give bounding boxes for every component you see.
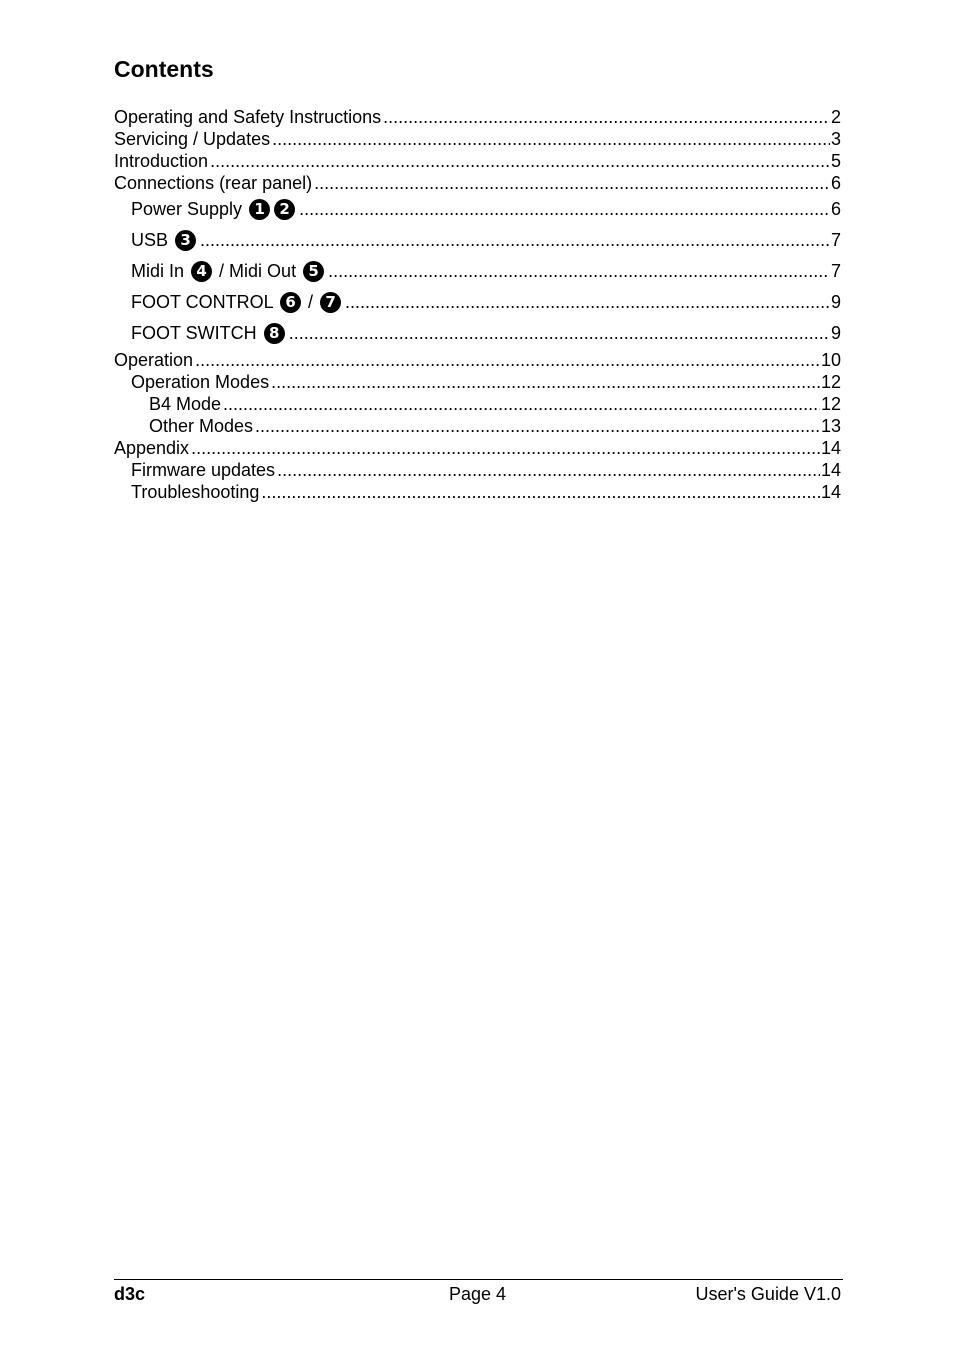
toc-entry-text-2: / Midi Out	[219, 261, 297, 281]
toc-entry-label: Firmware updates	[131, 460, 276, 480]
dot-leader	[299, 194, 830, 225]
toc-entry-label: Connections (rear panel)	[114, 173, 313, 193]
dot-leader	[383, 106, 830, 128]
dot-leader	[195, 349, 820, 371]
toc-entry-text: FOOT CONTROL	[131, 292, 274, 312]
toc-entry-text: Midi In	[131, 261, 185, 281]
toc-entry-other-modes[interactable]	[114, 415, 841, 437]
dot-leader	[272, 128, 830, 150]
toc-entry-label: Other Modes	[149, 416, 254, 436]
toc-entry-text: FOOT SWITCH	[131, 323, 257, 343]
dot-leader	[261, 481, 820, 503]
toc-page-number: 3	[830, 129, 841, 149]
toc-entry-power-supply[interactable]	[114, 194, 841, 225]
toc-entry-label: Operating and Safety Instructions	[114, 107, 382, 127]
toc-page-number: 7	[830, 230, 841, 250]
toc-entry-text: USB	[131, 230, 169, 250]
toc-entry-troubleshooting[interactable]	[114, 481, 841, 503]
toc-entry-firmware-updates[interactable]	[114, 459, 841, 481]
number-marker-7-icon: 7	[320, 292, 341, 313]
toc-entry-introduction[interactable]	[114, 150, 841, 172]
toc-entry-foot-switch[interactable]	[114, 318, 841, 349]
toc-entry-label: Operation Modes	[131, 372, 270, 392]
toc-page-number: 13	[820, 416, 841, 436]
footer-guide-version: User's Guide V1.0	[695, 1284, 841, 1304]
number-marker-4-icon: 4	[191, 261, 212, 282]
dot-leader	[328, 256, 830, 287]
document-page	[114, 0, 841, 1351]
page-title: Contents	[114, 56, 214, 82]
footer-divider	[114, 1279, 843, 1280]
toc-entry-connections[interactable]	[114, 172, 841, 194]
toc-page-number: 12	[820, 394, 841, 414]
toc-page-number: 2	[830, 107, 841, 127]
number-marker-6-icon: 6	[280, 292, 301, 313]
toc-entry-operation[interactable]	[114, 349, 841, 371]
toc-page-number: 14	[820, 460, 841, 480]
toc-entry-servicing-updates[interactable]	[114, 128, 841, 150]
toc-entry-operation-modes[interactable]	[114, 371, 841, 393]
page-footer	[114, 1283, 841, 1305]
dot-leader	[210, 150, 830, 172]
toc-entry-appendix[interactable]	[114, 437, 841, 459]
toc-page-number: 6	[830, 199, 841, 219]
toc-entry-label	[131, 318, 287, 349]
toc-entry-label: Introduction	[114, 151, 209, 171]
toc-page-number: 10	[820, 350, 841, 370]
toc-page-number: 9	[830, 323, 841, 343]
toc-entry-label: Troubleshooting	[131, 482, 260, 502]
dot-leader	[271, 371, 820, 393]
dot-leader	[314, 172, 830, 194]
toc-entry-usb[interactable]	[114, 225, 841, 256]
footer-product-name: d3c	[114, 1284, 146, 1304]
toc-entry-label: Operation	[114, 350, 194, 370]
toc-page-number: 6	[830, 173, 841, 193]
number-marker-1-icon: 1	[249, 199, 270, 220]
toc-entry-b4-mode[interactable]	[114, 393, 841, 415]
toc-entry-midi[interactable]	[114, 256, 841, 287]
toc-page-number: 7	[830, 261, 841, 281]
toc-entry-label: Appendix	[114, 438, 190, 458]
marker-separator: /	[308, 292, 314, 312]
footer-page-number: Page 4	[448, 1284, 507, 1304]
toc-entry-label	[131, 287, 343, 318]
number-marker-2-icon: 2	[274, 199, 295, 220]
toc-entry-label	[131, 225, 198, 256]
toc-entry-foot-control[interactable]	[114, 287, 841, 318]
table-of-contents	[114, 106, 841, 503]
toc-entry-text: Power Supply	[131, 199, 243, 219]
toc-page-number: 9	[830, 292, 841, 312]
toc-entry-label	[131, 256, 326, 287]
toc-entry-label	[131, 194, 297, 225]
dot-leader	[289, 318, 830, 349]
toc-page-number: 5	[830, 151, 841, 171]
number-marker-8-icon: 8	[264, 323, 285, 344]
number-marker-5-icon: 5	[303, 261, 324, 282]
toc-page-number: 14	[820, 482, 841, 502]
dot-leader	[277, 459, 820, 481]
dot-leader	[200, 225, 830, 256]
dot-leader	[345, 287, 830, 318]
toc-page-number: 14	[820, 438, 841, 458]
toc-entry-label: Servicing / Updates	[114, 129, 271, 149]
dot-leader	[191, 437, 820, 459]
dot-leader	[255, 415, 820, 437]
toc-entry-label: B4 Mode	[149, 394, 222, 414]
number-marker-3-icon: 3	[175, 230, 196, 251]
toc-page-number: 12	[820, 372, 841, 392]
dot-leader	[223, 393, 820, 415]
toc-entry-operating-safety[interactable]	[114, 106, 841, 128]
